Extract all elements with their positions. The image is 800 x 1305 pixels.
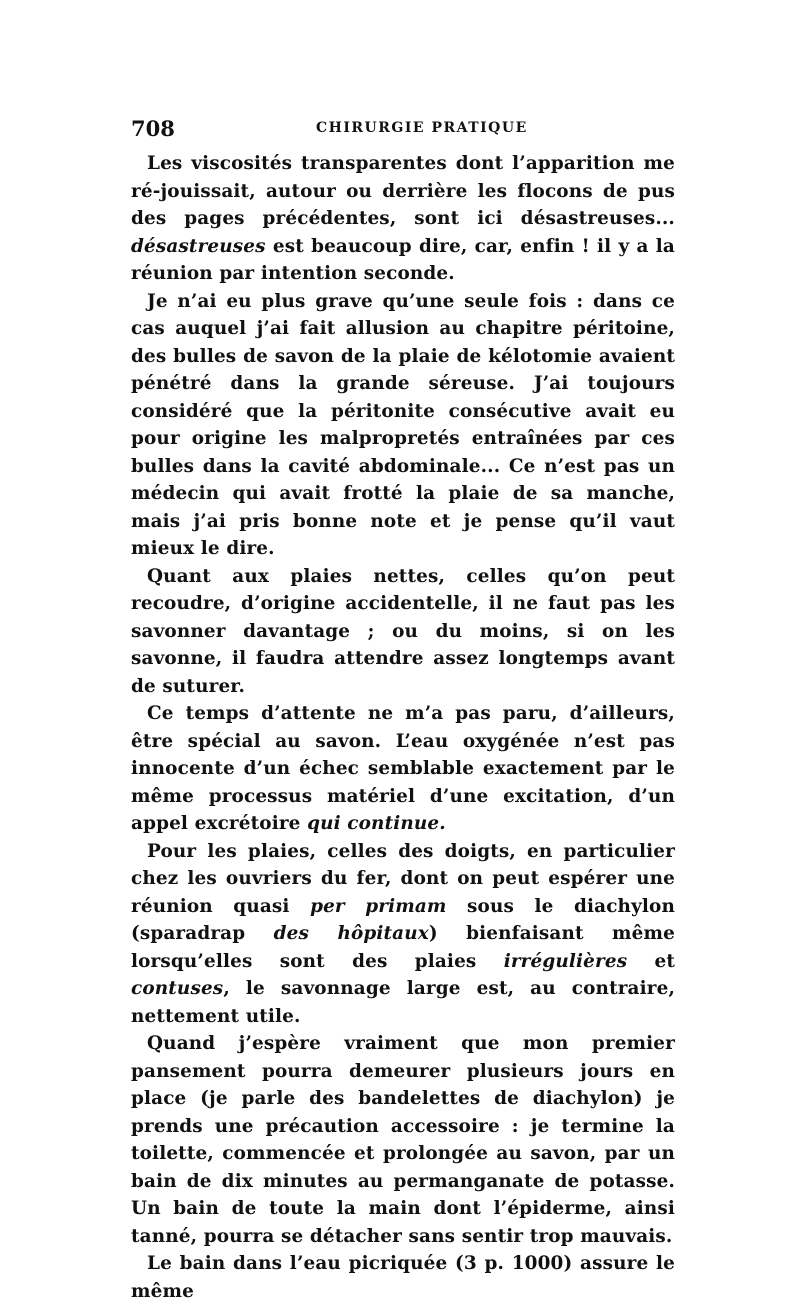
paragraph <box>131 288 675 563</box>
italic-text: qui continue. <box>307 813 446 834</box>
text-run: ) bienfaisant même lorsqu’elles sont des plaies <box>131 923 675 972</box>
text-run: Les viscosités transparentes dont l’apparition me ré-jouissait, autour ou derrière les flocons de pus des pages précédentes, sont ici désastreuses... <box>131 153 675 229</box>
paragraph <box>131 1030 675 1250</box>
text-run: Ce temps d’attente ne m’a pas paru, d’ailleurs, être spécial au savon. L’eau oxygénée n’est pas innocente d’un échec semblable exactement par le même processus matériel d’une excitation, d’un appel excrétoire <box>131 703 675 834</box>
text-run: , le savonnage large est, au contraire, nettement utile. <box>131 978 675 1027</box>
page-number: 708 <box>131 116 175 141</box>
body-text <box>131 150 675 1305</box>
page-header <box>131 108 675 140</box>
paragraph <box>131 1250 675 1305</box>
italic-text: per primam <box>310 895 447 917</box>
paragraph <box>131 838 675 1031</box>
text-run: et <box>627 950 675 972</box>
text-run: Quand j’espère vraiment que mon premier pansement pourra demeurer plusieurs jours en place (je parle des bandelettes de diachylon) je prends une précaution accessoire : je termine la toilette, commencée et prolongée au savon, par un bain de dix minutes au permanganate de potasse. Un bain de toute la main dont l’épiderme, ainsi tanné, pourra se détacher sans sentir trop mauvais. <box>131 1033 675 1247</box>
text-run: Le bain dans l’eau picriquée (3 p. 1000) assure le même <box>131 1253 675 1302</box>
text-run: est beaucoup dire, car, enfin ! il y a la réunion par intention seconde. <box>131 235 675 284</box>
italic-text: désastreuses <box>131 235 266 257</box>
paragraph <box>131 700 675 838</box>
text-run: sous le diachylon (sparadrap <box>131 895 675 944</box>
text-run: Quant aux plaies nettes, celles qu’on peut recoudre, d’origine accidentelle, il ne faut pas les savonner davantage ; ou du moins, si on les savonne, il faudra attendre assez longtemps avant de suturer. <box>131 565 675 697</box>
paragraph <box>131 563 675 701</box>
book-page <box>131 108 675 1305</box>
text-run: Je n’ai eu plus grave qu’une seule fois : dans ce cas auquel j’ai fait allusion au chapitre péritoine, des bulles de savon de la plaie de kélotomie avaient pénétré dans la grande séreuse. J’ai toujours considéré que la péritonite consécutive avait eu pour origine les malpropretés entraînées par ces bulles dans la cavité abdominale... Ce n’est pas un médecin qui avait frotté la plaie de sa manche, mais j’ai pris bonne note et je pense qu’il vaut mieux le dire. <box>131 290 675 559</box>
italic-text: contuses <box>131 978 224 999</box>
paragraph <box>131 150 675 288</box>
italic-text: des hôpitaux <box>273 923 429 944</box>
running-head: CHIRURGIE PRATIQUE <box>316 120 528 136</box>
text-run: Pour les plaies, celles des doigts, en particulier chez les ouvriers du fer, dont on peut espérer une réunion quasi <box>131 840 675 917</box>
italic-text: irrégulières <box>503 950 628 972</box>
